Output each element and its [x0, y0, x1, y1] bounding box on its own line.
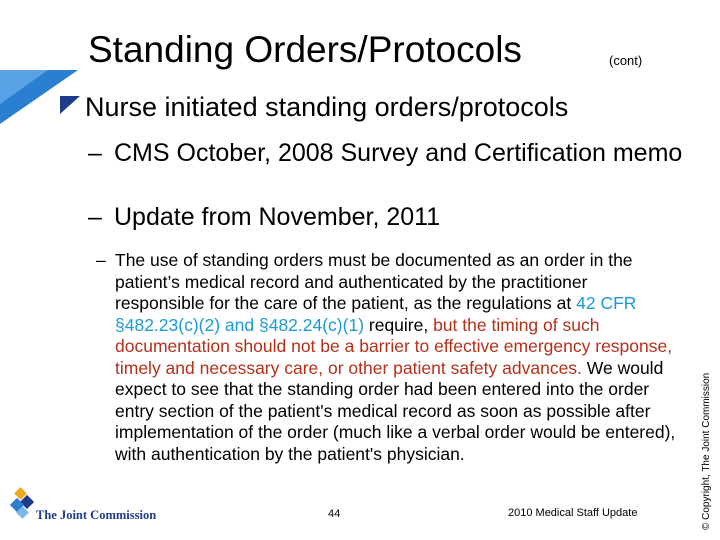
sub-bullet-dash: –	[88, 139, 102, 167]
quote-dash: –	[96, 250, 106, 270]
sub-bullet-text: Update from November, 2011	[114, 203, 441, 231]
sub-bullet-dash: –	[88, 203, 102, 231]
main-bullet: Nurse initiated standing orders/protocols	[85, 92, 569, 122]
highlighted-text: but the timing of such documentation should not be a barrier to effective emergency response, timely and necessary care, or other patient safety advances.	[115, 314, 673, 378]
sub-bullet-text: CMS October, 2008 Survey and Certification memo	[114, 139, 683, 167]
quote-text-3: We would expect to see that the standing order had been entered into the order entry section of the patient's medical record as soon as possible after implementation of the order (much like a verbal order would be entered), with authentication by the patient's physician.	[115, 357, 676, 464]
quote-text-2: require,	[364, 314, 434, 335]
memo-quote	[96, 250, 678, 465]
copyright-notice: © Copyright, The Joint Commission	[701, 372, 712, 530]
sub-bullet-2	[88, 202, 688, 232]
quote-text-1: The use of standing orders must be documented as an order in the patient’s medical record and authenticated by the practitioner responsible for the care of the patient, as the regulations at	[115, 250, 633, 313]
slide-title: Standing Orders/Protocols	[88, 29, 522, 70]
joint-commission-logo	[10, 487, 170, 521]
quote-body	[96, 250, 678, 465]
footer-title: 2010 Medical Staff Update	[508, 507, 638, 519]
regulation-citation: 42 CFR §482.23(c)(2) and §482.24(c)(1)	[115, 293, 637, 335]
logo-text: The Joint Commission	[36, 508, 157, 522]
sub-bullet-1	[88, 138, 688, 168]
bullet-arrow-icon	[60, 96, 80, 114]
page-number: 44	[328, 508, 341, 520]
logo-icon	[10, 487, 38, 521]
title-suffix: (cont)	[609, 53, 643, 68]
